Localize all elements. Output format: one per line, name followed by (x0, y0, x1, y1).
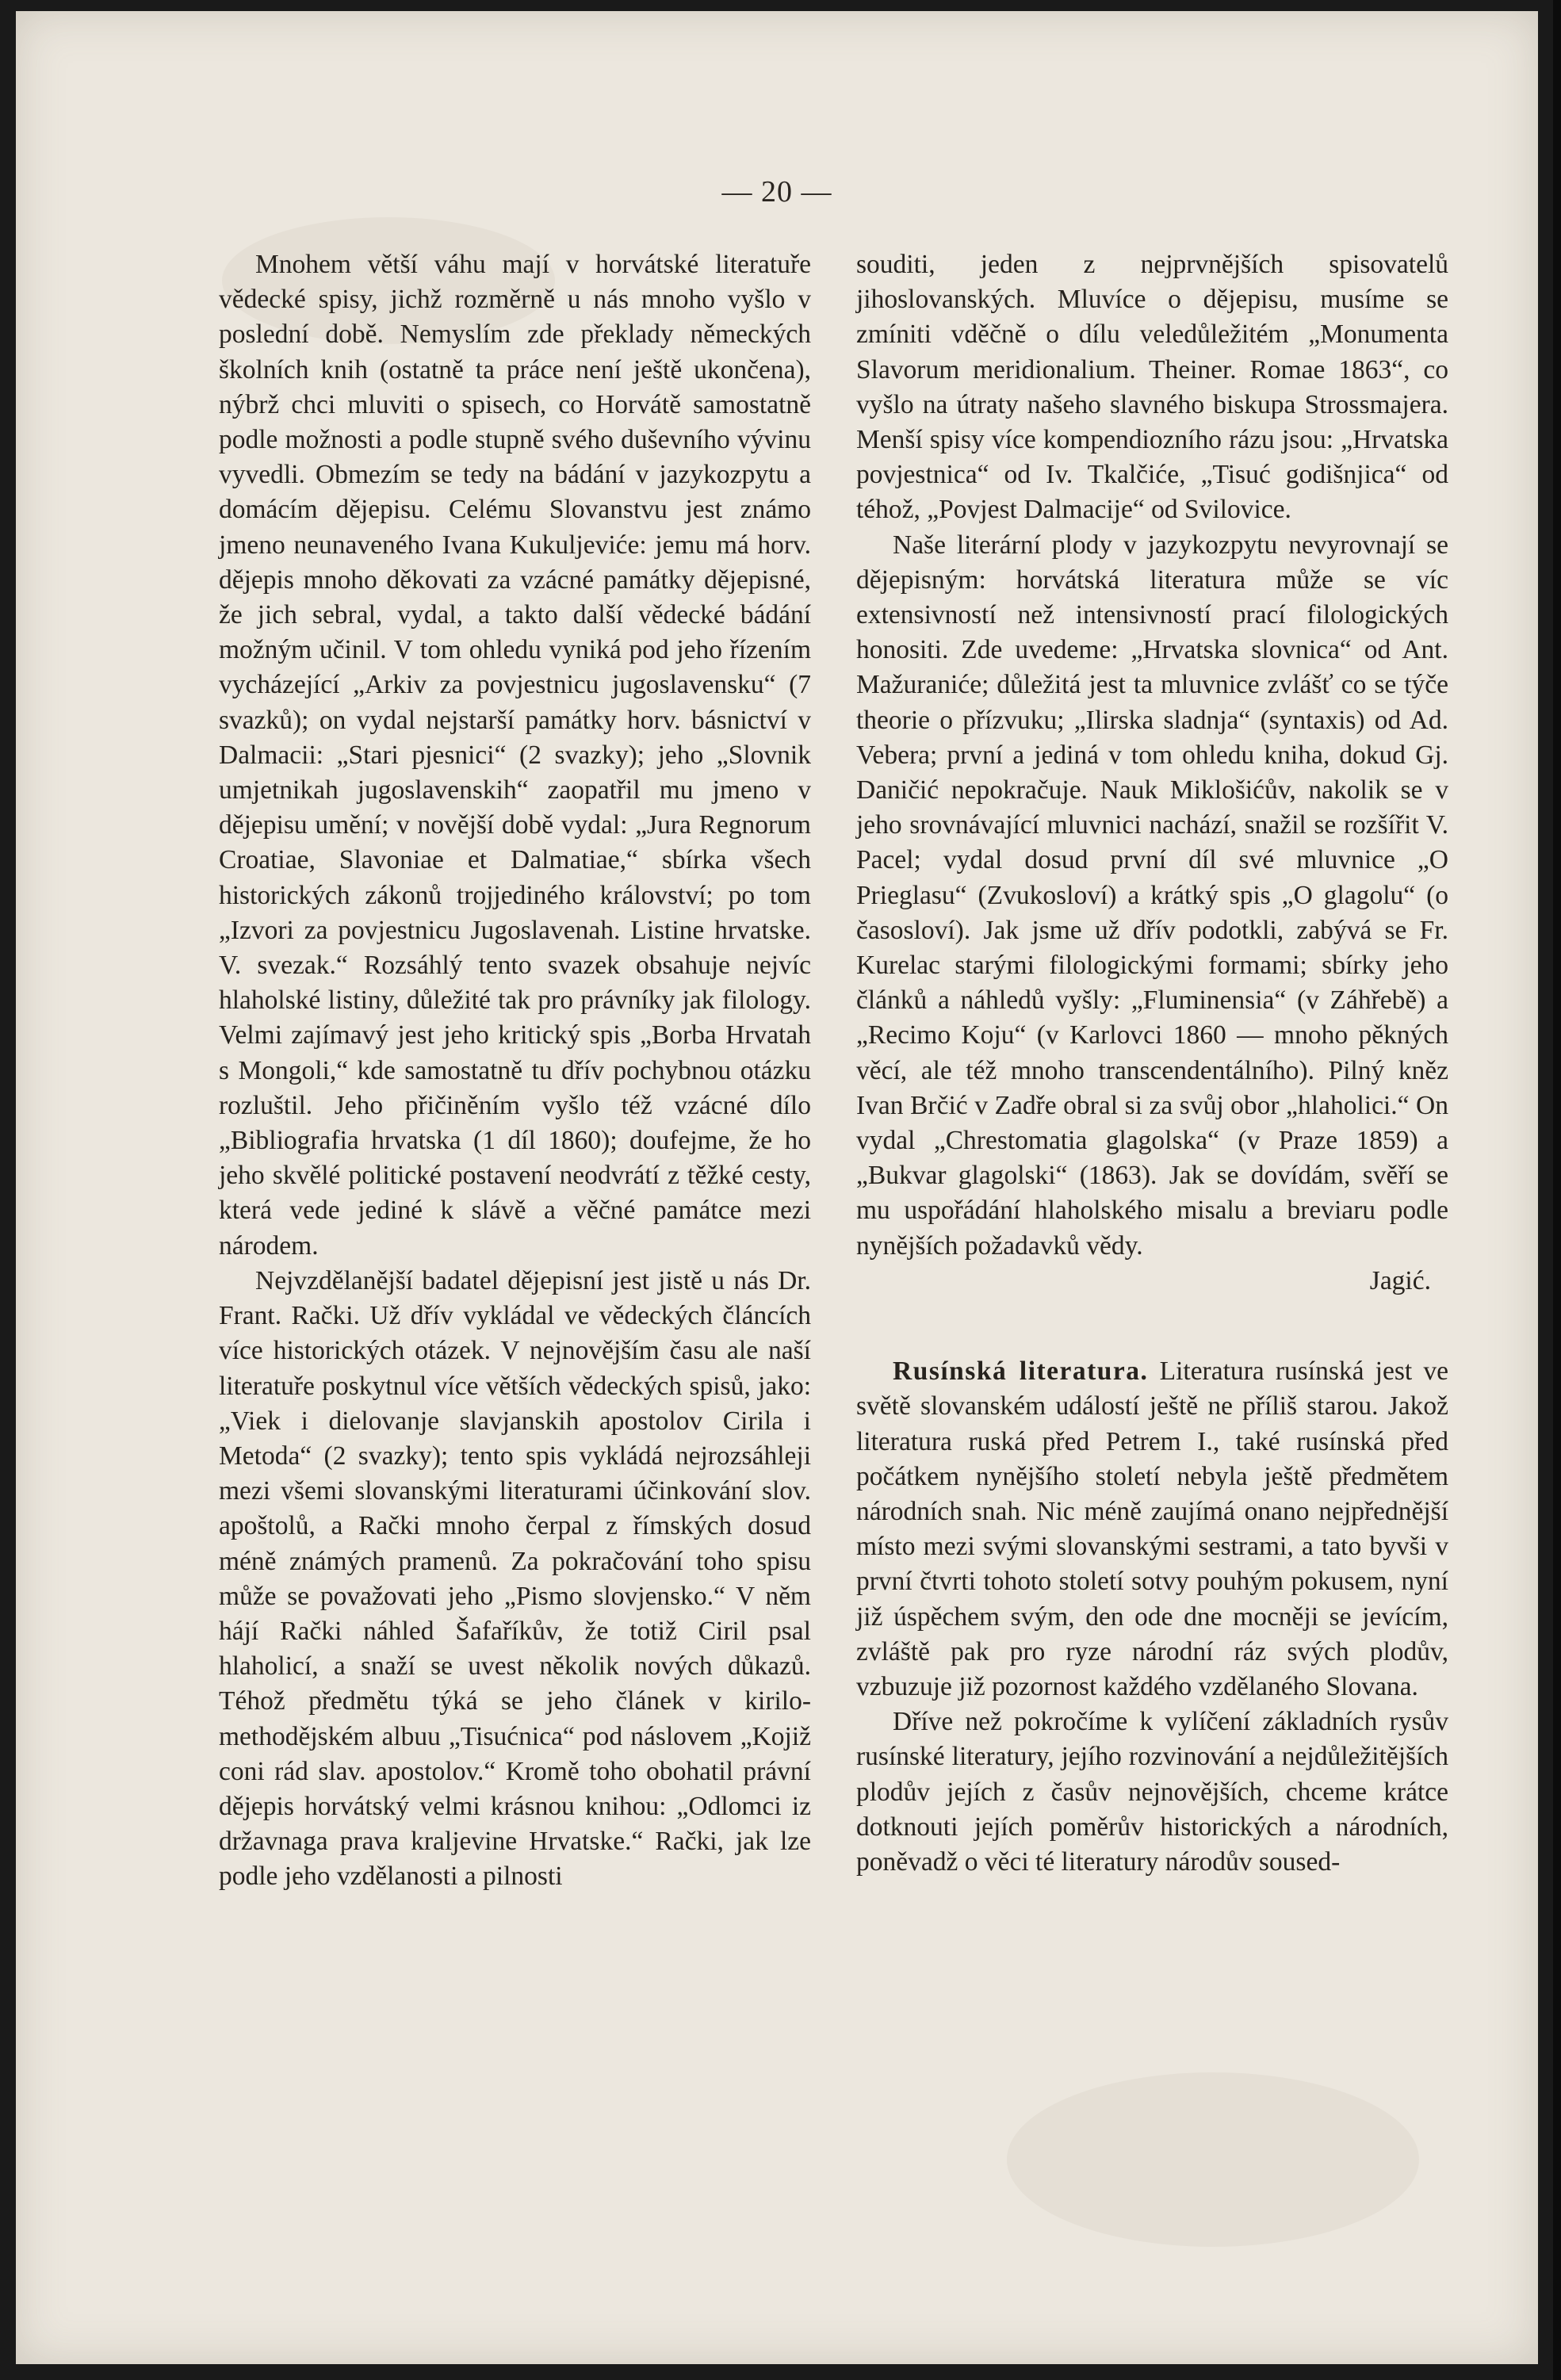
paragraph-continuation: souditi, jeden z nejprvnějších spisovatelů jihoslovanských. Mluvíce o dějepisu, musíme se zmíniti vděčně o dílu veledůležitém „Monumenta Slavorum meridionalium. Theiner. Romae 1863“, co vyšlo na útraty našeho slavného biskupa Strossmajera. Menší spisy více kompendiozního rázu jsou: „Hrvatska povjestnica“ od Iv. Tkalčiće, „Tisuć godišnjica“ od téhož, „Povjest Dalmacije“ od Svilovice. (856, 250, 1448, 525)
paragraph-croatian-historiography: Mnohem větší váhu mají v horvátské literatuře vědecké spisy, jichž rozměrně u nás mnoho vyšlo v poslední době. Nemyslím zde překlady německých školních knih (ostatně ta práce není ještě ukončena), nýbrž chci mluviti o spisech, co Horvátě samostatně podle možnosti a podle stupně svého duševního vývinu vyvedli. Obmezím se tedy na bádání v jazykozpytu a domácím dějepisu. Celému Slovanstvu jest známo jmeno neunaveného Ivana Kukuljeviće: jemu má horv. dějepis mnoho děkovati za vzácné památky dějepisné, že jich sebral, vydal, a takto další vědecké bádání možným učinil. V tom ohledu vyniká pod jeho řízením vycházející „Arkiv za povjestnicu jugoslavensku“ (7 svazků); on vydal nejstarší památky horv. básnictví v Dalmacii: „Stari pjesnici“ (2 svazky); jeho „Slovnik umjetnikah jugoslavenskih“ zaopatřil mu jmeno v dějepisu umění; v novější době vydal: „Jura Regnorum Croatiae, Slavoniae et Dalmatiae,“ sbírka všech historických zákonů trojjediného království; po tom „Izvori za povjestnicu Jugoslavenah. Listine hrvatske. V. svezak.“ Rozsáhlý tento svazek obsahuje nejvíc hlaholské listiny, důležité tak pro právníky jak filology. Velmi zajímavý jest jeho kritický spis „Borba Hrvatah s Mongoli,“ kde samostatně tu dřív pochybnou otázku rozluštil. Jeho přičiněním vyšlo též vzácné dílo „Bibliografia hrvatska (1 díl 1860); doufejme, že ho jeho skvělé politické postavení neodvrátí z těžké cesty, která vede jediné k slávě a věčné památce mezi národem. (219, 250, 811, 1261)
paragraph-racki: Nejvzdělanější badatel dějepisní jest jistě u nás Dr. Frant. Rački. Už dřív vykládal ve vědeckých článcích více historických otázek. V nejnovějším času ale naší literatuře poskytnul více větších vědeckých spisů, jako: „Viek i dielovanje slavjanskih apostolov Cirila i Metoda“ (2 svazky); tento spis vykládá nejrozsáhleji mezi všemi slovanskými literaturami účinkování slov. apoštolů, a Rački mnoho čerpal z římských dosud méně známých pramenů. Za pokračování toho spisu může se považovati jeho „Pismo slovjensko.“ V něm hájí Rački náhled Šafaříkův, že totiž Ciril psal hlaholicí, a snaží se uvest několik nových důkazů. Téhož předmětu týká se jeho článek v kirilo-methodějském albuu „Tisućnica“ pod náslovem „Kojiž coni rád slav. apostolov.“ Kromě toho obohatil právní dějepis horvátský velmi krásnou knihou: „Odlomci iz državnaga prava kraljevine Hrvatske.“ Rački, jak lze podle jeho vzdělanosti a pilnosti (219, 1265, 811, 1892)
section-spacer (856, 1299, 1448, 1354)
paragraph-rusyn-text: Literatura rusínská jest ve světě slovanském událostí ještě ne příliš starou. Jakož literatura ruská před Petrem I., také rusínská před počátkem nynějšího století nebyla ještě předmětem národních snah. Nic méně zaujímá onano nejpřednější místo mezi svými slovanskými sestrami, a tato byvši v první čtvrti tohoto století sotvy pouhým pokusem, nyní již úspěchem svým, den ode dne mocněji se jevícím, zvláště pak pro ryze národní ráz svých plodův, vzbuzuje již pozornost každého vzdělaného Slovana. (856, 1356, 1448, 1701)
paper-stain (1007, 2072, 1419, 2247)
section-heading: Rusínská literatura. (893, 1356, 1149, 1387)
right-column (856, 247, 1448, 1880)
paragraph-rusyn-literature (856, 1354, 1448, 1705)
author-signature: Jagić. (1369, 1265, 1431, 1295)
scanned-page (16, 11, 1538, 2364)
page-number: — 20 — (721, 175, 832, 209)
paragraph-rusyn-intro: Dříve než pokročíme k vylíčení základních rysův rusínské literatury, jejího rozvinování a nejdůležitějších plodův jejích z časův nejnovějších, chceme krátce dotknouti jejích poměrův historických a národních, poněvadž o věci té literatury národův soused- (856, 1707, 1448, 1877)
paragraph-linguistics: Naše literární plody v jazykozpytu nevyrovnají se dějepisným: horvátská literatura může se víc extensivností než intensivností prací filologických honositi. Zde uvedeme: „Hrvatska slovnica“ od Ant. Mažuraniće; důležitá jest ta mluvnice zvlášť co se týče theorie o přízvuku; „Ilirska sladnja“ (syntaxis) od Ad. Vebera; první a jediná v tom ohledu kniha, dokud Gj. Daničić nepokračuje. Nauk Miklošićův, nakolik se v jeho srovnávající mluvnici nachází, snažil se rozšířit V. Pacel; vydal dosud první díl své mluvnice „O Prieglasu“ (Zvukosloví) a krátký spis „O glagolu“ (o časosloví). Jak jsme už dřív podotkli, zabývá se Fr. Kurelac starými filologickými formami; sbírky jeho článků a náhledů vyšly: „Fluminensia“ (v Záhřebě) a „Recimo Koju“ (v Karlovci 1860 — mnoho pěkných věcí, ale též mnoho transcendentálního). Pilný kněz Ivan Brčić v Zadře obral si za svůj obor „hlaholici.“ On vydal „Chrestomatia glagolska“ (v Praze 1859) a „Bukvar glagolski“ (1863). Jak se dovídám, svěří se mu uspořádání hlaholského misalu a breviaru podle nynějších požadavků vědy. (856, 530, 1448, 1261)
scan-edge (1553, 0, 1561, 2380)
left-column (219, 247, 811, 1895)
